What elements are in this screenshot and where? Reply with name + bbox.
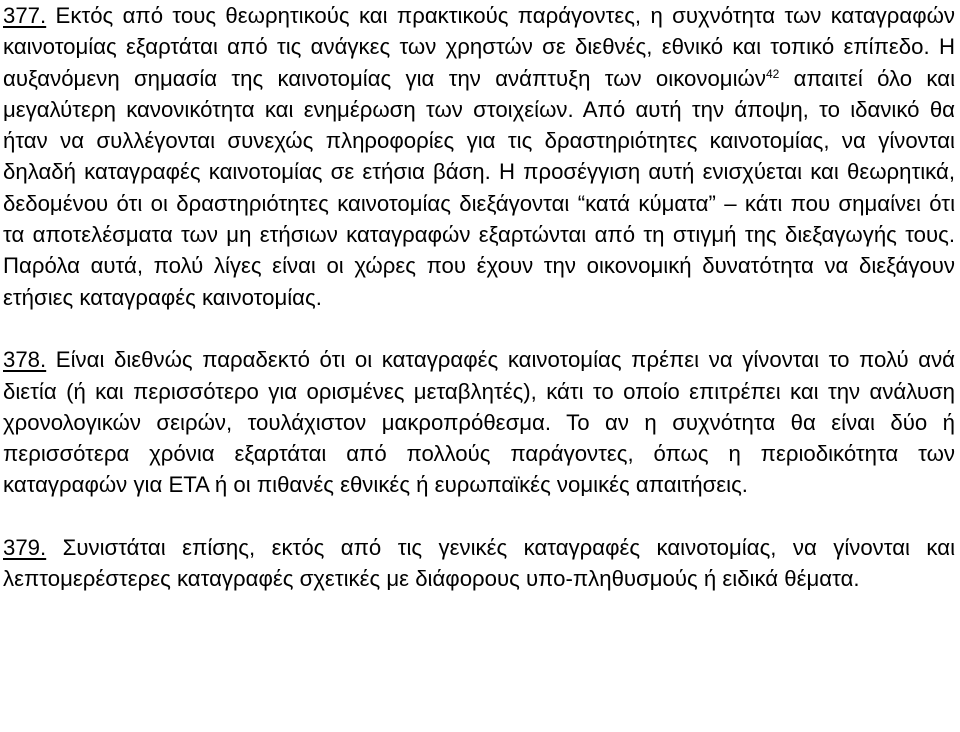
paragraph-text: απαιτεί όλο και μεγαλύτερη κανονικότητα και ενημέρωση των στοιχείων. Από αυτή την άποψη, το ιδανικό θα ήταν να συλλέγονται συνεχώς πληροφορίες για τις δραστηριότητες καινοτομίας, να γίνονται δηλαδή καταγραφές καινοτομίας σε ετήσια βάση. Η προσέγγιση αυτή ενισχύεται και θεωρητικά, δεδομένου ότι οι δραστηριότητες καινοτομίας διεξάγονται “κατά κύματα” – κάτι που σημαίνει ότι τα αποτελέσματα των μη ετήσιων καταγραφών εξαρτώνται από τη στιγμή της διεξαγωγής τους. Παρόλα αυτά, πολύ λίγες είναι οι χώρες που έχουν την οικονομική δυνατότητα να διεξάγουν ετήσιες καταγραφές καινοτομίας.: [3, 65, 955, 310]
paragraph-number: 378.: [3, 347, 47, 373]
paragraph-377: [3, 0, 955, 313]
paragraph-number: 379.: [3, 535, 47, 561]
paragraph-379: [3, 532, 955, 595]
paragraph-text: Συνιστάται επίσης, εκτός από τις γενικές καταγραφές καινοτομίας, να γίνονται και λεπτομερέστερες καταγραφές σχετικές με διάφορους υπο-πληθυσμούς ή ειδικά θέματα.: [3, 535, 955, 592]
document-page: [3, 0, 955, 595]
footnote-reference[interactable]: 42: [765, 66, 780, 81]
paragraph-text: Είναι διεθνώς παραδεκτό ότι οι καταγραφές καινοτομίας πρέπει να γίνονται το πολύ ανά διετία (ή και περισσότερο για ορισμένες μεταβλητές), κάτι το οποίο επιτρέπει και την ανάλυση χρονολογικών σειρών, τουλάχιστον μακροπρόθεσμα. Το αν η συχνότητα θα είναι δύο ή περισσότερα χρόνια εξαρτάται από πολλούς παράγοντες, όπως η περιοδικότητα των καταγραφών για ΕΤΑ ή οι πιθανές εθνικές ή ευρωπαϊκές νομικές απαιτήσεις.: [3, 347, 955, 498]
paragraph-number: 377.: [3, 3, 47, 28]
paragraph-378: [3, 344, 955, 500]
paragraph-text: Εκτός από τους θεωρητικούς και πρακτικούς παράγοντες, η συχνότητα των καταγραφών καινοτομίας εξαρτάται από τις ανάγκες των χρηστών σε διεθνές, εθνικό και τοπικό επίπεδο. Η αυξανόμενη σημασία της καινοτομίας για την ανάπτυξη των οικονομιών: [3, 3, 955, 91]
